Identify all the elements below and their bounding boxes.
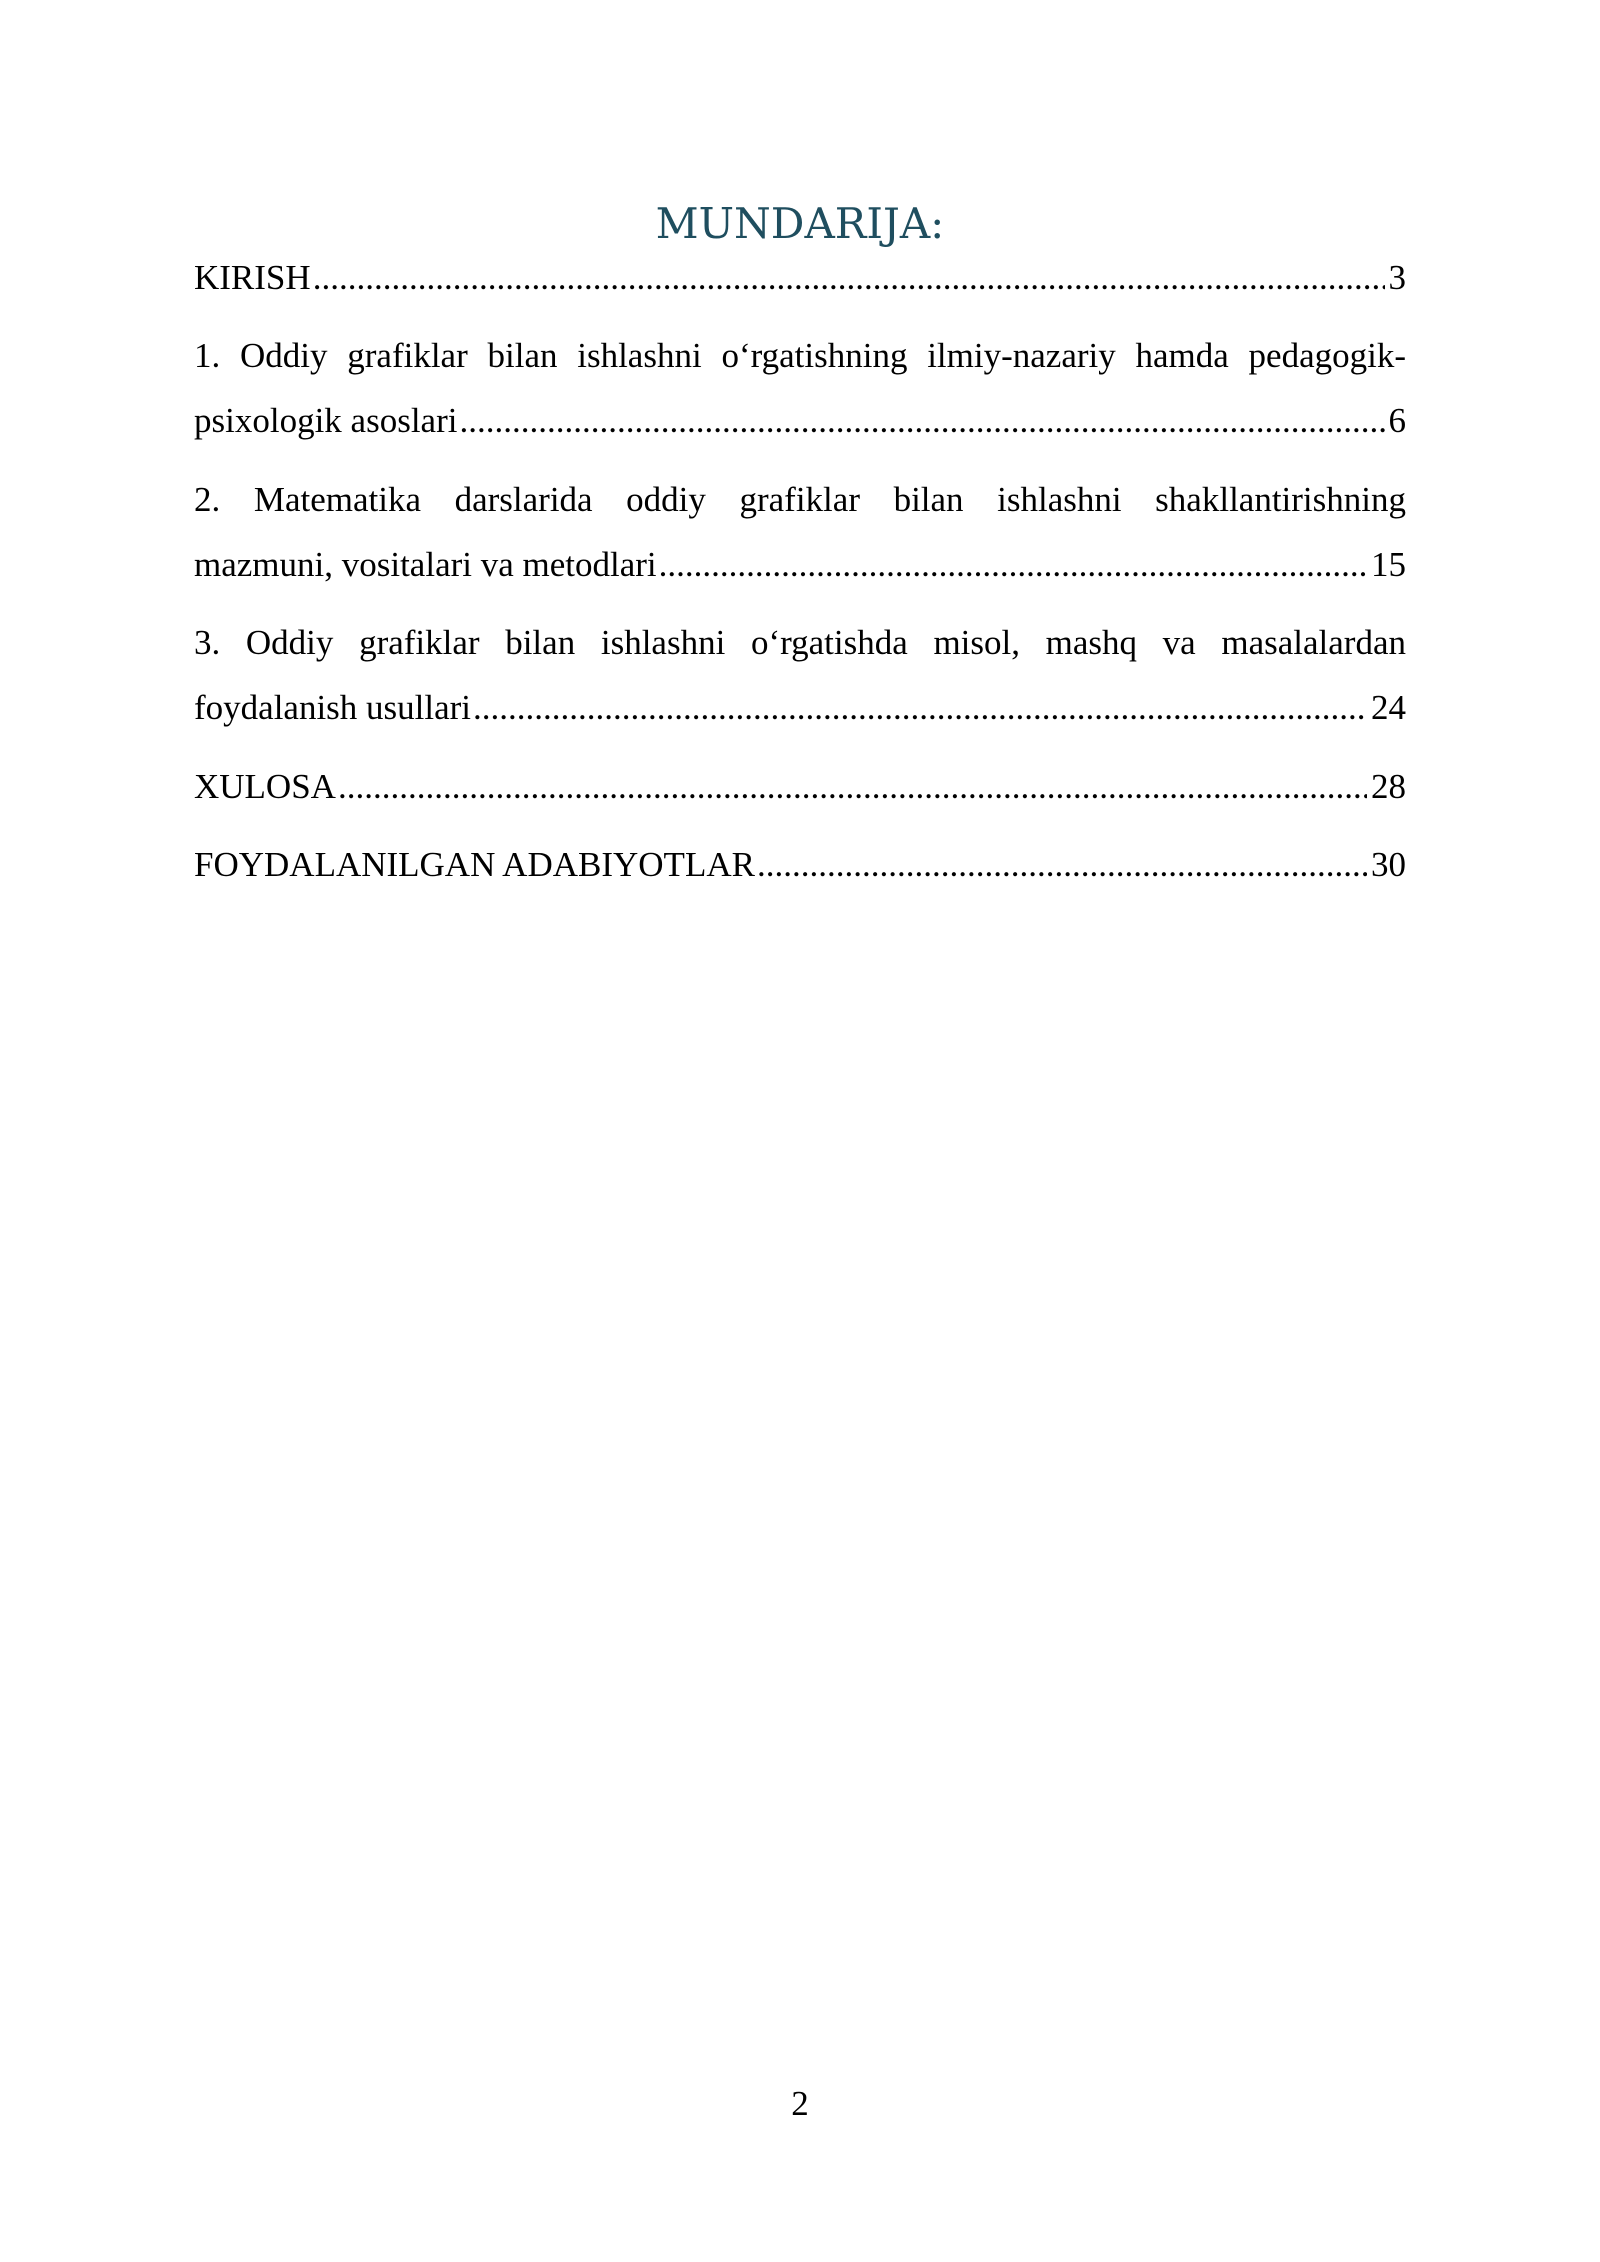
toc-entry-chapter-3[interactable] bbox=[194, 621, 1406, 730]
toc-entry-page: 6 bbox=[1388, 401, 1406, 440]
toc-leader-dots bbox=[338, 765, 1367, 809]
toc-entry-page: 30 bbox=[1371, 845, 1406, 884]
toc-entry-heading-line: 2. Matematika darslarida oddiy grafiklar bilan ishlashni shakllantirishning bbox=[194, 480, 1406, 519]
toc-entry-page: 15 bbox=[1371, 545, 1406, 584]
toc-entry-heading-line: 1. Oddiy grafiklar bilan ishlashni o‘rgatishning ilmiy-nazariy hamda pedagogik- bbox=[194, 336, 1406, 375]
toc-entry-text: foydalanish usullari bbox=[194, 688, 472, 727]
toc-leader-dots bbox=[473, 686, 1367, 730]
toc-entry-adabiyotlar[interactable] bbox=[194, 843, 1406, 887]
toc-entry-text: mazmuni, vositalari va metodlari bbox=[194, 545, 657, 584]
toc-leader-dots bbox=[659, 543, 1367, 587]
toc-entry-text: KIRISH bbox=[194, 258, 311, 297]
toc-entry-text: XULOSA bbox=[194, 767, 336, 806]
toc-entry-page: 28 bbox=[1371, 767, 1406, 806]
toc-leader-dots bbox=[459, 399, 1384, 443]
toc-entry-page: 24 bbox=[1371, 688, 1406, 727]
toc-entry-chapter-2[interactable] bbox=[194, 478, 1406, 587]
toc-entry-chapter-1[interactable] bbox=[194, 334, 1406, 443]
toc-entry-text: psixologik asoslari bbox=[194, 401, 458, 440]
page-number: 2 bbox=[791, 2084, 809, 2123]
toc-entry-heading-line: 3. Oddiy grafiklar bilan ishlashni o‘rgatishda misol, mashq va masalalardan bbox=[194, 623, 1406, 662]
toc-entry-page: 3 bbox=[1388, 258, 1406, 297]
toc-entry-text: FOYDALANILGAN ADABIYOTLAR bbox=[194, 845, 755, 884]
toc-entry-xulosa[interactable] bbox=[194, 765, 1406, 809]
toc-leader-dots bbox=[757, 843, 1367, 887]
toc-leader-dots bbox=[313, 256, 1385, 300]
toc-entry-kirish[interactable] bbox=[194, 256, 1406, 300]
page-title: MUNDARIJA: bbox=[655, 199, 945, 248]
